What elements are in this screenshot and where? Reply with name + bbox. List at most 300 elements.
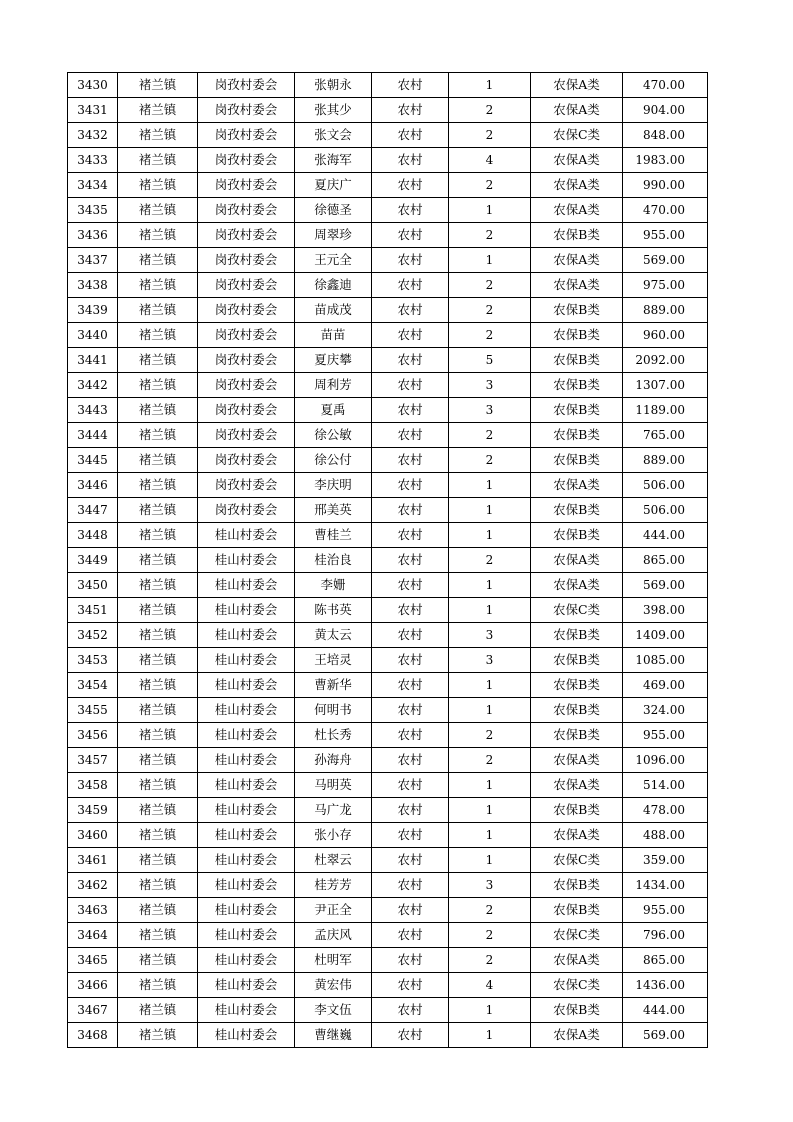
amount-cell: 444.00 <box>623 998 708 1023</box>
table-row <box>68 148 708 173</box>
township-cell: 褚兰镇 <box>118 498 198 523</box>
township-cell: 褚兰镇 <box>118 973 198 998</box>
household-type-cell: 农村 <box>372 673 449 698</box>
category-cell: 农保B类 <box>531 398 623 423</box>
table-row <box>68 123 708 148</box>
category-cell: 农保A类 <box>531 73 623 98</box>
amount-cell: 469.00 <box>623 673 708 698</box>
household-size-cell: 2 <box>449 223 531 248</box>
amount-cell: 478.00 <box>623 798 708 823</box>
household-size-cell: 4 <box>449 973 531 998</box>
row-number-cell: 3456 <box>68 723 118 748</box>
row-number-cell: 3455 <box>68 698 118 723</box>
row-number-cell: 3438 <box>68 273 118 298</box>
household-type-cell: 农村 <box>372 123 449 148</box>
household-type-cell: 农村 <box>372 773 449 798</box>
village-committee-cell: 桂山村委会 <box>198 998 295 1023</box>
category-cell: 农保C类 <box>531 598 623 623</box>
name-cell: 李文伍 <box>295 998 372 1023</box>
amount-cell: 1983.00 <box>623 148 708 173</box>
table-row <box>68 698 708 723</box>
village-committee-cell: 桂山村委会 <box>198 823 295 848</box>
village-committee-cell: 岗孜村委会 <box>198 473 295 498</box>
table-row <box>68 773 708 798</box>
household-size-cell: 3 <box>449 398 531 423</box>
name-cell: 张小存 <box>295 823 372 848</box>
table-row <box>68 898 708 923</box>
name-cell: 马广龙 <box>295 798 372 823</box>
household-size-cell: 5 <box>449 348 531 373</box>
category-cell: 农保B类 <box>531 373 623 398</box>
household-type-cell: 农村 <box>372 898 449 923</box>
table-row <box>68 398 708 423</box>
village-committee-cell: 桂山村委会 <box>198 623 295 648</box>
household-type-cell: 农村 <box>372 298 449 323</box>
name-cell: 徐鑫迪 <box>295 273 372 298</box>
household-type-cell: 农村 <box>372 723 449 748</box>
household-size-cell: 2 <box>449 173 531 198</box>
amount-cell: 506.00 <box>623 473 708 498</box>
name-cell: 李姗 <box>295 573 372 598</box>
table-body <box>68 73 708 1048</box>
household-type-cell: 农村 <box>372 248 449 273</box>
township-cell: 褚兰镇 <box>118 323 198 348</box>
table-row <box>68 273 708 298</box>
township-cell: 褚兰镇 <box>118 523 198 548</box>
household-size-cell: 2 <box>449 98 531 123</box>
table-row <box>68 348 708 373</box>
category-cell: 农保B类 <box>531 798 623 823</box>
table-row <box>68 798 708 823</box>
name-cell: 孙海舟 <box>295 748 372 773</box>
township-cell: 褚兰镇 <box>118 948 198 973</box>
table-row <box>68 298 708 323</box>
village-committee-cell: 岗孜村委会 <box>198 248 295 273</box>
household-size-cell: 1 <box>449 498 531 523</box>
name-cell: 周利芳 <box>295 373 372 398</box>
village-committee-cell: 岗孜村委会 <box>198 323 295 348</box>
amount-cell: 990.00 <box>623 173 708 198</box>
category-cell: 农保B类 <box>531 873 623 898</box>
household-size-cell: 2 <box>449 923 531 948</box>
household-type-cell: 农村 <box>372 648 449 673</box>
amount-cell: 955.00 <box>623 223 708 248</box>
row-number-cell: 3450 <box>68 573 118 598</box>
village-committee-cell: 桂山村委会 <box>198 723 295 748</box>
village-committee-cell: 岗孜村委会 <box>198 173 295 198</box>
name-cell: 桂治良 <box>295 548 372 573</box>
row-number-cell: 3444 <box>68 423 118 448</box>
name-cell: 陈书英 <box>295 598 372 623</box>
category-cell: 农保A类 <box>531 573 623 598</box>
household-size-cell: 2 <box>449 323 531 348</box>
amount-cell: 569.00 <box>623 1023 708 1048</box>
amount-cell: 960.00 <box>623 323 708 348</box>
name-cell: 李庆明 <box>295 473 372 498</box>
category-cell: 农保B类 <box>531 223 623 248</box>
table-row <box>68 423 708 448</box>
township-cell: 褚兰镇 <box>118 673 198 698</box>
category-cell: 农保B类 <box>531 673 623 698</box>
township-cell: 褚兰镇 <box>118 73 198 98</box>
household-size-cell: 1 <box>449 198 531 223</box>
row-number-cell: 3437 <box>68 248 118 273</box>
table-row <box>68 173 708 198</box>
row-number-cell: 3439 <box>68 298 118 323</box>
row-number-cell: 3449 <box>68 548 118 573</box>
household-size-cell: 2 <box>449 423 531 448</box>
category-cell: 农保A类 <box>531 148 623 173</box>
row-number-cell: 3462 <box>68 873 118 898</box>
household-size-cell: 2 <box>449 298 531 323</box>
table-row <box>68 848 708 873</box>
row-number-cell: 3441 <box>68 348 118 373</box>
village-committee-cell: 桂山村委会 <box>198 648 295 673</box>
row-number-cell: 3458 <box>68 773 118 798</box>
category-cell: 农保B类 <box>531 323 623 348</box>
table-row <box>68 623 708 648</box>
table-row <box>68 448 708 473</box>
amount-cell: 955.00 <box>623 723 708 748</box>
household-type-cell: 农村 <box>372 948 449 973</box>
household-size-cell: 1 <box>449 848 531 873</box>
village-committee-cell: 桂山村委会 <box>198 873 295 898</box>
name-cell: 张文会 <box>295 123 372 148</box>
village-committee-cell: 桂山村委会 <box>198 898 295 923</box>
row-number-cell: 3430 <box>68 73 118 98</box>
category-cell: 农保B类 <box>531 723 623 748</box>
category-cell: 农保C类 <box>531 923 623 948</box>
township-cell: 褚兰镇 <box>118 573 198 598</box>
table-row <box>68 373 708 398</box>
village-committee-cell: 岗孜村委会 <box>198 298 295 323</box>
village-committee-cell: 岗孜村委会 <box>198 348 295 373</box>
household-size-cell: 1 <box>449 73 531 98</box>
village-committee-cell: 岗孜村委会 <box>198 98 295 123</box>
category-cell: 农保B类 <box>531 698 623 723</box>
township-cell: 褚兰镇 <box>118 423 198 448</box>
household-type-cell: 农村 <box>372 798 449 823</box>
category-cell: 农保B类 <box>531 448 623 473</box>
household-size-cell: 3 <box>449 873 531 898</box>
table-row <box>68 598 708 623</box>
household-size-cell: 2 <box>449 448 531 473</box>
table-row <box>68 498 708 523</box>
township-cell: 褚兰镇 <box>118 648 198 673</box>
amount-cell: 975.00 <box>623 273 708 298</box>
village-committee-cell: 桂山村委会 <box>198 848 295 873</box>
village-committee-cell: 岗孜村委会 <box>198 148 295 173</box>
name-cell: 张海军 <box>295 148 372 173</box>
amount-cell: 488.00 <box>623 823 708 848</box>
table-row <box>68 998 708 1023</box>
amount-cell: 1189.00 <box>623 398 708 423</box>
amount-cell: 506.00 <box>623 498 708 523</box>
category-cell: 农保B类 <box>531 523 623 548</box>
village-committee-cell: 桂山村委会 <box>198 798 295 823</box>
row-number-cell: 3445 <box>68 448 118 473</box>
category-cell: 农保C类 <box>531 123 623 148</box>
household-size-cell: 3 <box>449 373 531 398</box>
category-cell: 农保B类 <box>531 498 623 523</box>
name-cell: 苗苗 <box>295 323 372 348</box>
household-type-cell: 农村 <box>372 348 449 373</box>
township-cell: 褚兰镇 <box>118 123 198 148</box>
household-type-cell: 农村 <box>372 523 449 548</box>
village-committee-cell: 桂山村委会 <box>198 1023 295 1048</box>
name-cell: 王培灵 <box>295 648 372 673</box>
amount-cell: 359.00 <box>623 848 708 873</box>
household-size-cell: 1 <box>449 698 531 723</box>
household-size-cell: 1 <box>449 573 531 598</box>
table-row <box>68 948 708 973</box>
household-type-cell: 农村 <box>372 273 449 298</box>
amount-cell: 1085.00 <box>623 648 708 673</box>
township-cell: 褚兰镇 <box>118 898 198 923</box>
township-cell: 褚兰镇 <box>118 598 198 623</box>
name-cell: 夏庆广 <box>295 173 372 198</box>
amount-cell: 955.00 <box>623 898 708 923</box>
amount-cell: 889.00 <box>623 448 708 473</box>
village-committee-cell: 岗孜村委会 <box>198 73 295 98</box>
table-row <box>68 723 708 748</box>
name-cell: 桂芳芳 <box>295 873 372 898</box>
row-number-cell: 3432 <box>68 123 118 148</box>
amount-cell: 848.00 <box>623 123 708 148</box>
row-number-cell: 3442 <box>68 373 118 398</box>
name-cell: 何明书 <box>295 698 372 723</box>
row-number-cell: 3465 <box>68 948 118 973</box>
table-row <box>68 523 708 548</box>
category-cell: 农保A类 <box>531 748 623 773</box>
household-type-cell: 农村 <box>372 198 449 223</box>
amount-cell: 514.00 <box>623 773 708 798</box>
category-cell: 农保A类 <box>531 823 623 848</box>
household-type-cell: 农村 <box>372 998 449 1023</box>
row-number-cell: 3454 <box>68 673 118 698</box>
name-cell: 杜长秀 <box>295 723 372 748</box>
category-cell: 农保A类 <box>531 98 623 123</box>
household-type-cell: 农村 <box>372 748 449 773</box>
category-cell: 农保B类 <box>531 423 623 448</box>
amount-cell: 865.00 <box>623 548 708 573</box>
name-cell: 尹正全 <box>295 898 372 923</box>
township-cell: 褚兰镇 <box>118 823 198 848</box>
row-number-cell: 3459 <box>68 798 118 823</box>
township-cell: 褚兰镇 <box>118 273 198 298</box>
township-cell: 褚兰镇 <box>118 198 198 223</box>
category-cell: 农保B类 <box>531 298 623 323</box>
name-cell: 张朝永 <box>295 73 372 98</box>
amount-cell: 324.00 <box>623 698 708 723</box>
household-size-cell: 2 <box>449 548 531 573</box>
village-committee-cell: 桂山村委会 <box>198 973 295 998</box>
table-row <box>68 973 708 998</box>
household-type-cell: 农村 <box>372 873 449 898</box>
name-cell: 张其少 <box>295 98 372 123</box>
name-cell: 曹继巍 <box>295 1023 372 1048</box>
name-cell: 王元全 <box>295 248 372 273</box>
row-number-cell: 3466 <box>68 973 118 998</box>
table-row <box>68 248 708 273</box>
category-cell: 农保A类 <box>531 773 623 798</box>
household-size-cell: 2 <box>449 748 531 773</box>
row-number-cell: 3434 <box>68 173 118 198</box>
row-number-cell: 3461 <box>68 848 118 873</box>
village-committee-cell: 桂山村委会 <box>198 573 295 598</box>
amount-cell: 904.00 <box>623 98 708 123</box>
amount-cell: 398.00 <box>623 598 708 623</box>
table-row <box>68 573 708 598</box>
household-size-cell: 2 <box>449 123 531 148</box>
table-row <box>68 648 708 673</box>
village-committee-cell: 桂山村委会 <box>198 548 295 573</box>
row-number-cell: 3436 <box>68 223 118 248</box>
category-cell: 农保A类 <box>531 948 623 973</box>
household-type-cell: 农村 <box>372 973 449 998</box>
category-cell: 农保B类 <box>531 998 623 1023</box>
household-type-cell: 农村 <box>372 823 449 848</box>
name-cell: 黄太云 <box>295 623 372 648</box>
village-committee-cell: 岗孜村委会 <box>198 223 295 248</box>
name-cell: 孟庆风 <box>295 923 372 948</box>
name-cell: 徐德圣 <box>295 198 372 223</box>
category-cell: 农保C类 <box>531 973 623 998</box>
household-type-cell: 农村 <box>372 98 449 123</box>
row-number-cell: 3453 <box>68 648 118 673</box>
row-number-cell: 3460 <box>68 823 118 848</box>
household-size-cell: 4 <box>449 148 531 173</box>
row-number-cell: 3467 <box>68 998 118 1023</box>
township-cell: 褚兰镇 <box>118 348 198 373</box>
category-cell: 农保A类 <box>531 198 623 223</box>
amount-cell: 470.00 <box>623 198 708 223</box>
household-type-cell: 农村 <box>372 223 449 248</box>
household-type-cell: 农村 <box>372 623 449 648</box>
township-cell: 褚兰镇 <box>118 248 198 273</box>
village-committee-cell: 桂山村委会 <box>198 948 295 973</box>
name-cell: 徐公付 <box>295 448 372 473</box>
township-cell: 褚兰镇 <box>118 923 198 948</box>
category-cell: 农保C类 <box>531 848 623 873</box>
household-type-cell: 农村 <box>372 923 449 948</box>
household-size-cell: 3 <box>449 623 531 648</box>
village-committee-cell: 岗孜村委会 <box>198 448 295 473</box>
household-type-cell: 农村 <box>372 698 449 723</box>
village-committee-cell: 桂山村委会 <box>198 598 295 623</box>
table-row <box>68 923 708 948</box>
household-type-cell: 农村 <box>372 598 449 623</box>
row-number-cell: 3468 <box>68 1023 118 1048</box>
name-cell: 周翠珍 <box>295 223 372 248</box>
name-cell: 徐公敏 <box>295 423 372 448</box>
household-type-cell: 农村 <box>372 498 449 523</box>
table-row <box>68 73 708 98</box>
category-cell: 农保A类 <box>531 248 623 273</box>
village-committee-cell: 岗孜村委会 <box>198 423 295 448</box>
row-number-cell: 3443 <box>68 398 118 423</box>
village-committee-cell: 桂山村委会 <box>198 773 295 798</box>
household-size-cell: 1 <box>449 598 531 623</box>
amount-cell: 1409.00 <box>623 623 708 648</box>
household-type-cell: 农村 <box>372 423 449 448</box>
name-cell: 曹桂兰 <box>295 523 372 548</box>
village-committee-cell: 桂山村委会 <box>198 923 295 948</box>
name-cell: 苗成茂 <box>295 298 372 323</box>
household-type-cell: 农村 <box>372 448 449 473</box>
name-cell: 杜明军 <box>295 948 372 973</box>
category-cell: 农保A类 <box>531 473 623 498</box>
household-size-cell: 1 <box>449 523 531 548</box>
row-number-cell: 3440 <box>68 323 118 348</box>
name-cell: 杜翠云 <box>295 848 372 873</box>
household-size-cell: 2 <box>449 273 531 298</box>
amount-cell: 1307.00 <box>623 373 708 398</box>
row-number-cell: 3448 <box>68 523 118 548</box>
table-row <box>68 748 708 773</box>
village-committee-cell: 岗孜村委会 <box>198 398 295 423</box>
household-type-cell: 农村 <box>372 323 449 348</box>
village-committee-cell: 岗孜村委会 <box>198 273 295 298</box>
household-type-cell: 农村 <box>372 573 449 598</box>
household-type-cell: 农村 <box>372 148 449 173</box>
township-cell: 褚兰镇 <box>118 748 198 773</box>
amount-cell: 765.00 <box>623 423 708 448</box>
township-cell: 褚兰镇 <box>118 473 198 498</box>
name-cell: 邢美英 <box>295 498 372 523</box>
name-cell: 夏庆攀 <box>295 348 372 373</box>
assistance-roster-table <box>67 72 708 1048</box>
amount-cell: 2092.00 <box>623 348 708 373</box>
household-size-cell: 1 <box>449 823 531 848</box>
township-cell: 褚兰镇 <box>118 173 198 198</box>
category-cell: 农保A类 <box>531 273 623 298</box>
table-row <box>68 323 708 348</box>
township-cell: 褚兰镇 <box>118 223 198 248</box>
table-row <box>68 873 708 898</box>
amount-cell: 1434.00 <box>623 873 708 898</box>
township-cell: 褚兰镇 <box>118 698 198 723</box>
name-cell: 黄宏伟 <box>295 973 372 998</box>
household-size-cell: 1 <box>449 1023 531 1048</box>
village-committee-cell: 岗孜村委会 <box>198 498 295 523</box>
category-cell: 农保B类 <box>531 623 623 648</box>
row-number-cell: 3464 <box>68 923 118 948</box>
village-committee-cell: 桂山村委会 <box>198 698 295 723</box>
amount-cell: 444.00 <box>623 523 708 548</box>
township-cell: 褚兰镇 <box>118 1023 198 1048</box>
township-cell: 褚兰镇 <box>118 998 198 1023</box>
village-committee-cell: 岗孜村委会 <box>198 123 295 148</box>
table-row <box>68 223 708 248</box>
household-size-cell: 2 <box>449 948 531 973</box>
amount-cell: 865.00 <box>623 948 708 973</box>
household-type-cell: 农村 <box>372 173 449 198</box>
category-cell: 农保A类 <box>531 548 623 573</box>
name-cell: 马明英 <box>295 773 372 798</box>
category-cell: 农保B类 <box>531 648 623 673</box>
row-number-cell: 3463 <box>68 898 118 923</box>
household-type-cell: 农村 <box>372 73 449 98</box>
household-size-cell: 2 <box>449 898 531 923</box>
village-committee-cell: 桂山村委会 <box>198 748 295 773</box>
category-cell: 农保B类 <box>531 898 623 923</box>
township-cell: 褚兰镇 <box>118 798 198 823</box>
table-row <box>68 198 708 223</box>
household-size-cell: 1 <box>449 773 531 798</box>
name-cell: 夏禹 <box>295 398 372 423</box>
category-cell: 农保A类 <box>531 173 623 198</box>
